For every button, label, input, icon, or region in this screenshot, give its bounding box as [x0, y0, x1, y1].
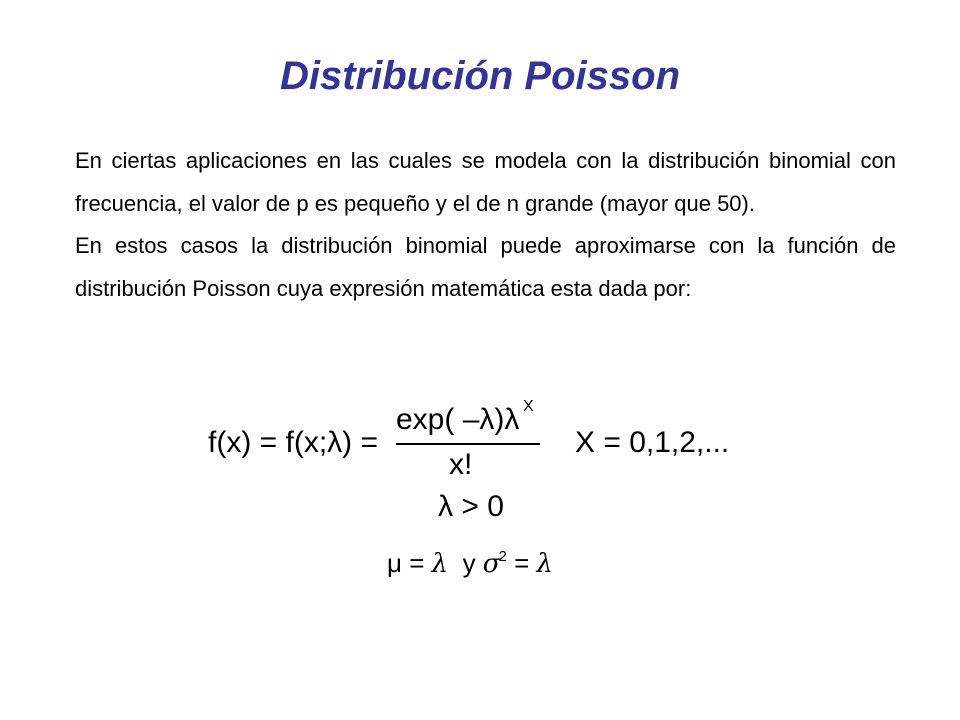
variance-value: λ — [536, 549, 554, 579]
paragraph-poisson: En estos casos la distribución binomial puede aproximarse con la función de distribución Poisson cuya expresión matemática esta dada por: — [75, 233, 896, 301]
formula-domain: X = 0,1,2,... — [575, 426, 730, 459]
paragraph-binomial: En ciertas aplicaciones en las cuales se modela con la distribución binomial con frecuencia, el valor de p es pequeño y el de n grande (mayor que 50). — [75, 148, 896, 216]
formula-numerator: exp( –λ)λ — [396, 403, 520, 436]
formula-lhs: f(x) = f(x;λ) = — [208, 426, 379, 459]
fraction-bar — [396, 443, 540, 445]
variance-symbol: σ — [482, 549, 501, 579]
mean-variance-line — [387, 546, 553, 585]
formula-exponent: X — [523, 398, 534, 415]
body-text — [75, 140, 896, 310]
variance-power: 2 — [498, 548, 507, 565]
formula-denominator: x! — [449, 448, 473, 481]
conjunction: y — [462, 548, 476, 578]
mean-label: μ = — [387, 548, 425, 578]
slide-title: Distribución Poisson — [279, 54, 681, 98]
variance-equals: = — [514, 548, 530, 578]
formula-condition: λ > 0 — [438, 490, 504, 523]
mean-symbol: λ — [431, 549, 449, 579]
